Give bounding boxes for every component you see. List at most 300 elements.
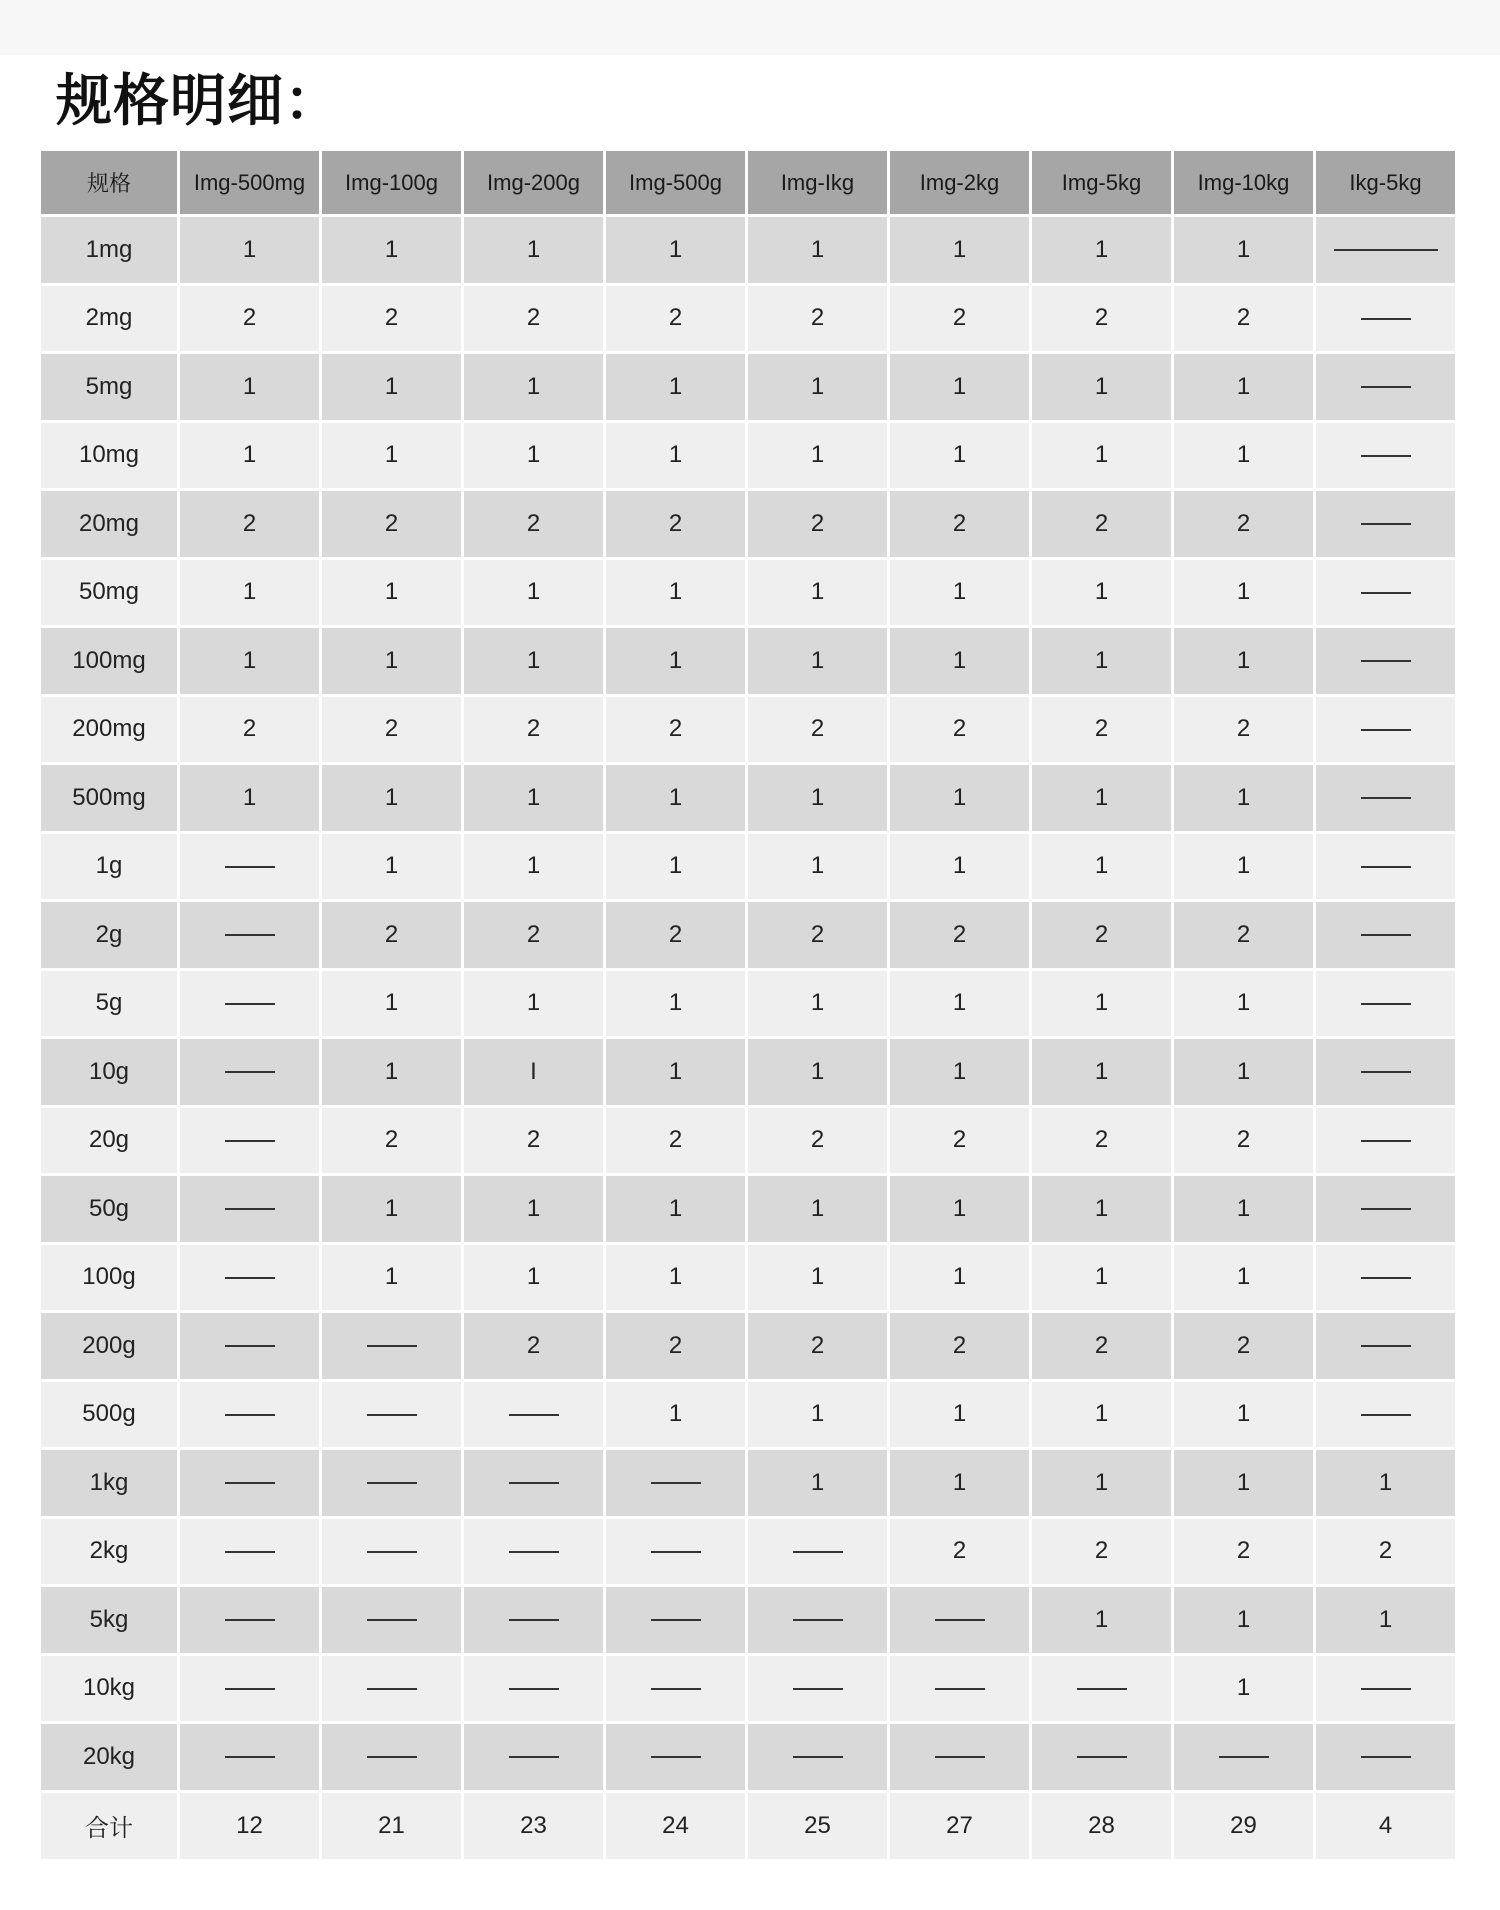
quantity-cell: 1 (464, 765, 603, 831)
quantity-cell: 2 (1032, 697, 1171, 763)
dash-mark (1361, 318, 1411, 320)
total-cell: 27 (890, 1793, 1029, 1859)
spec-label: 100mg (41, 628, 177, 694)
header-cell: Img-500g (606, 151, 745, 214)
top-band (0, 0, 1500, 55)
quantity-cell: 1 (1174, 834, 1313, 900)
table-row (41, 628, 1455, 694)
total-label: 合计 (41, 1793, 177, 1859)
quantity-cell: 1 (606, 1382, 745, 1448)
empty-cell (1032, 1724, 1171, 1790)
empty-cell (1316, 423, 1455, 489)
dash-mark (1361, 455, 1411, 457)
dash-mark (1361, 1414, 1411, 1416)
dash-mark (367, 1482, 417, 1484)
empty-cell (606, 1519, 745, 1585)
quantity-cell: 2 (464, 697, 603, 763)
quantity-cell: 1 (606, 628, 745, 694)
empty-cell (180, 1724, 319, 1790)
quantity-cell: 1 (322, 628, 461, 694)
quantity-cell: 1 (606, 423, 745, 489)
quantity-cell: 1 (322, 217, 461, 283)
quantity-cell: 1 (606, 354, 745, 420)
quantity-cell: 2 (748, 902, 887, 968)
quantity-cell: 1 (464, 560, 603, 626)
spec-label: 10kg (41, 1656, 177, 1722)
quantity-cell: 1 (322, 1039, 461, 1105)
quantity-cell: 1 (322, 423, 461, 489)
total-cell: 28 (1032, 1793, 1171, 1859)
dash-mark (793, 1688, 843, 1690)
total-cell: 21 (322, 1793, 461, 1859)
header-cell: Img-100g (322, 151, 461, 214)
quantity-cell: 1 (1032, 1450, 1171, 1516)
total-cell: 12 (180, 1793, 319, 1859)
quantity-cell: 1 (748, 1245, 887, 1311)
quantity-cell: 2 (1174, 1108, 1313, 1174)
empty-cell (322, 1587, 461, 1653)
empty-cell (1316, 491, 1455, 557)
dash-mark (1361, 1345, 1411, 1347)
table-row (41, 217, 1455, 283)
spec-label: 200mg (41, 697, 177, 763)
dash-mark (225, 1208, 275, 1210)
quantity-cell: 1 (322, 971, 461, 1037)
quantity-cell: 2 (1174, 286, 1313, 352)
quantity-cell: 2 (1174, 902, 1313, 968)
header-spec: 规格 (41, 151, 177, 214)
table-row (41, 1587, 1455, 1653)
spec-label: 5mg (41, 354, 177, 420)
table-row (41, 1519, 1455, 1585)
dash-mark (935, 1688, 985, 1690)
table-row (41, 971, 1455, 1037)
quantity-cell: 1 (890, 1382, 1029, 1448)
quantity-cell: 1 (322, 834, 461, 900)
quantity-cell: 1 (1032, 354, 1171, 420)
quantity-cell: 2 (890, 1313, 1029, 1379)
spec-label: 1g (41, 834, 177, 900)
table-row (41, 560, 1455, 626)
quantity-cell: 1 (1174, 971, 1313, 1037)
quantity-cell: 1 (464, 354, 603, 420)
dash-mark (651, 1756, 701, 1758)
spec-label: 2kg (41, 1519, 177, 1585)
dash-mark (1077, 1688, 1127, 1690)
empty-cell (606, 1656, 745, 1722)
quantity-cell: 1 (180, 765, 319, 831)
quantity-cell: 1 (890, 423, 1029, 489)
quantity-cell: 2 (1174, 491, 1313, 557)
empty-cell (322, 1450, 461, 1516)
dash-mark (651, 1482, 701, 1484)
quantity-cell: 2 (1032, 286, 1171, 352)
table-row (41, 491, 1455, 557)
empty-cell (1316, 560, 1455, 626)
dash-mark (367, 1688, 417, 1690)
quantity-cell: 1 (1032, 423, 1171, 489)
empty-cell (180, 971, 319, 1037)
dash-mark (367, 1551, 417, 1553)
table-row (41, 1313, 1455, 1379)
quantity-cell: 1 (464, 423, 603, 489)
table-row (41, 1724, 1455, 1790)
dash-mark (793, 1551, 843, 1553)
empty-cell (1316, 1656, 1455, 1722)
empty-cell (1316, 765, 1455, 831)
dash-mark (1361, 1140, 1411, 1142)
quantity-cell: 1 (1174, 1039, 1313, 1105)
quantity-cell: 1 (748, 1176, 887, 1242)
quantity-cell: 2 (606, 1313, 745, 1379)
quantity-cell: I (464, 1039, 603, 1105)
quantity-cell: 2 (748, 491, 887, 557)
quantity-cell: 2 (322, 286, 461, 352)
quantity-cell: 1 (1032, 217, 1171, 283)
quantity-cell: 2 (748, 286, 887, 352)
empty-cell (1316, 697, 1455, 763)
dash-mark (225, 866, 275, 868)
empty-cell (464, 1656, 603, 1722)
empty-cell (180, 1450, 319, 1516)
dash-mark (1361, 1003, 1411, 1005)
quantity-cell: 1 (1316, 1450, 1455, 1516)
spec-label: 5kg (41, 1587, 177, 1653)
dash-mark (1077, 1756, 1127, 1758)
dash-mark (367, 1756, 417, 1758)
empty-cell (1316, 628, 1455, 694)
dash-mark (225, 1071, 275, 1073)
empty-cell (1032, 1656, 1171, 1722)
quantity-cell: 1 (1174, 560, 1313, 626)
dash-mark (1361, 729, 1411, 731)
quantity-cell: 1 (180, 628, 319, 694)
empty-cell (1316, 1108, 1455, 1174)
dash-mark (1361, 1071, 1411, 1073)
empty-cell (464, 1450, 603, 1516)
dash-mark (1361, 866, 1411, 868)
quantity-cell: 2 (322, 1108, 461, 1174)
empty-cell (606, 1724, 745, 1790)
quantity-cell: 1 (1174, 1245, 1313, 1311)
quantity-cell: 2 (606, 902, 745, 968)
table-row (41, 697, 1455, 763)
dash-mark (225, 1619, 275, 1621)
quantity-cell: 1 (1032, 834, 1171, 900)
table-body (41, 217, 1455, 1859)
empty-cell (180, 1039, 319, 1105)
spec-label: 5g (41, 971, 177, 1037)
dash-mark (225, 1756, 275, 1758)
dash-mark (225, 934, 275, 936)
empty-cell (1316, 1176, 1455, 1242)
quantity-cell: 2 (322, 697, 461, 763)
dash-mark (509, 1619, 559, 1621)
empty-cell (180, 1176, 319, 1242)
quantity-cell: 2 (464, 491, 603, 557)
quantity-cell: 1 (1032, 1382, 1171, 1448)
dash-mark (509, 1482, 559, 1484)
quantity-cell: 1 (890, 217, 1029, 283)
spec-label: 100g (41, 1245, 177, 1311)
page-title: 规格明细： (56, 69, 341, 134)
empty-cell (464, 1587, 603, 1653)
quantity-cell: 1 (606, 834, 745, 900)
table-row (41, 1245, 1455, 1311)
quantity-cell: 1 (180, 560, 319, 626)
spec-label: 2g (41, 902, 177, 968)
dash-mark (1361, 1208, 1411, 1210)
total-cell: 24 (606, 1793, 745, 1859)
header-cell: Img-200g (464, 151, 603, 214)
empty-cell (180, 1519, 319, 1585)
dash-mark (651, 1619, 701, 1621)
quantity-cell: 1 (748, 217, 887, 283)
spec-label: 2mg (41, 286, 177, 352)
table-row (41, 1176, 1455, 1242)
total-row (41, 1793, 1455, 1859)
spec-label: 200g (41, 1313, 177, 1379)
quantity-cell: 1 (748, 971, 887, 1037)
empty-cell (322, 1519, 461, 1585)
empty-cell (748, 1587, 887, 1653)
dash-mark (1361, 934, 1411, 936)
quantity-cell: 2 (1174, 1519, 1313, 1585)
empty-cell (180, 834, 319, 900)
quantity-cell: 2 (890, 1519, 1029, 1585)
total-cell: 29 (1174, 1793, 1313, 1859)
spec-label: 500mg (41, 765, 177, 831)
dash-mark (651, 1688, 701, 1690)
quantity-cell: 2 (1032, 1108, 1171, 1174)
quantity-cell: 1 (890, 628, 1029, 694)
empty-cell (748, 1724, 887, 1790)
dash-mark (935, 1756, 985, 1758)
empty-cell (1316, 1382, 1455, 1448)
empty-cell (1316, 834, 1455, 900)
quantity-cell: 1 (464, 1245, 603, 1311)
quantity-cell: 2 (748, 1313, 887, 1379)
dash-mark (1361, 523, 1411, 525)
dash-mark (935, 1619, 985, 1621)
quantity-cell: 2 (1032, 1313, 1171, 1379)
spec-label: 10mg (41, 423, 177, 489)
quantity-cell: 1 (606, 1245, 745, 1311)
quantity-cell: 1 (1174, 423, 1313, 489)
table-row (41, 286, 1455, 352)
table-row (41, 1656, 1455, 1722)
quantity-cell: 1 (748, 1382, 887, 1448)
quantity-cell: 1 (464, 834, 603, 900)
empty-cell (606, 1450, 745, 1516)
empty-cell (1316, 217, 1455, 283)
quantity-cell: 1 (890, 1245, 1029, 1311)
empty-cell (1316, 971, 1455, 1037)
quantity-cell: 1 (1316, 1587, 1455, 1653)
spec-label: 20kg (41, 1724, 177, 1790)
dash-mark (509, 1551, 559, 1553)
quantity-cell: 1 (748, 765, 887, 831)
quantity-cell: 2 (464, 286, 603, 352)
table-row (41, 834, 1455, 900)
empty-cell (322, 1382, 461, 1448)
quantity-cell: 1 (748, 423, 887, 489)
empty-cell (1316, 1724, 1455, 1790)
quantity-cell: 2 (606, 1108, 745, 1174)
quantity-cell: 1 (464, 1176, 603, 1242)
quantity-cell: 1 (1032, 971, 1171, 1037)
header-cell: Img-2kg (890, 151, 1029, 214)
quantity-cell: 1 (606, 217, 745, 283)
quantity-cell: 2 (890, 1108, 1029, 1174)
quantity-cell: 2 (1174, 1313, 1313, 1379)
spec-label: 1mg (41, 217, 177, 283)
empty-cell (180, 1108, 319, 1174)
dash-mark (225, 1345, 275, 1347)
dash-mark (793, 1619, 843, 1621)
empty-cell (180, 902, 319, 968)
quantity-cell: 1 (606, 1039, 745, 1105)
table-row (41, 423, 1455, 489)
quantity-cell: 1 (890, 971, 1029, 1037)
quantity-cell: 1 (464, 971, 603, 1037)
header-cell: Img-Ikg (748, 151, 887, 214)
empty-cell (464, 1382, 603, 1448)
dash-mark (651, 1551, 701, 1553)
quantity-cell: 2 (1316, 1519, 1455, 1585)
header-cell: Img-5kg (1032, 151, 1171, 214)
empty-cell (180, 1382, 319, 1448)
header-cell: Ikg-5kg (1316, 151, 1455, 214)
spec-label: 10g (41, 1039, 177, 1105)
quantity-cell: 2 (180, 286, 319, 352)
quantity-cell: 2 (890, 286, 1029, 352)
header-cell: Img-500mg (180, 151, 319, 214)
empty-cell (464, 1724, 603, 1790)
spec-label: 1kg (41, 1450, 177, 1516)
table-header (41, 151, 1455, 214)
quantity-cell: 1 (1174, 1176, 1313, 1242)
quantity-cell: 1 (464, 217, 603, 283)
quantity-cell: 2 (464, 902, 603, 968)
quantity-cell: 2 (606, 697, 745, 763)
quantity-cell: 1 (322, 1176, 461, 1242)
quantity-cell: 1 (748, 628, 887, 694)
quantity-cell: 1 (1032, 765, 1171, 831)
dash-mark (225, 1482, 275, 1484)
quantity-cell: 1 (1174, 1450, 1313, 1516)
dash-mark (225, 1688, 275, 1690)
empty-cell (748, 1519, 887, 1585)
dash-mark (793, 1756, 843, 1758)
quantity-cell: 2 (322, 491, 461, 557)
total-cell: 23 (464, 1793, 603, 1859)
quantity-cell: 2 (1174, 697, 1313, 763)
quantity-cell: 1 (606, 560, 745, 626)
quantity-cell: 1 (1174, 354, 1313, 420)
quantity-cell: 2 (1032, 1519, 1171, 1585)
quantity-cell: 1 (322, 354, 461, 420)
quantity-cell: 1 (606, 971, 745, 1037)
quantity-cell: 1 (1174, 765, 1313, 831)
quantity-cell: 2 (322, 902, 461, 968)
quantity-cell: 1 (1174, 1587, 1313, 1653)
quantity-cell: 1 (890, 1176, 1029, 1242)
quantity-cell: 1 (1032, 1587, 1171, 1653)
quantity-cell: 1 (748, 1039, 887, 1105)
dash-mark (1219, 1756, 1269, 1758)
empty-cell (748, 1656, 887, 1722)
quantity-cell: 1 (748, 354, 887, 420)
empty-cell (180, 1245, 319, 1311)
header-cell: Img-10kg (1174, 151, 1313, 214)
empty-cell (1174, 1724, 1313, 1790)
table-row (41, 902, 1455, 968)
quantity-cell: 1 (1174, 1382, 1313, 1448)
quantity-cell: 1 (890, 560, 1029, 626)
quantity-cell: 1 (180, 217, 319, 283)
quantity-cell: 1 (748, 1450, 887, 1516)
quantity-cell: 2 (464, 1108, 603, 1174)
empty-cell (1316, 1245, 1455, 1311)
empty-cell (464, 1519, 603, 1585)
quantity-cell: 1 (890, 354, 1029, 420)
total-cell: 25 (748, 1793, 887, 1859)
dash-mark (1361, 1277, 1411, 1279)
dash-mark (509, 1688, 559, 1690)
dash-mark (225, 1551, 275, 1553)
table-row (41, 1382, 1455, 1448)
quantity-cell: 2 (890, 491, 1029, 557)
quantity-cell: 1 (464, 628, 603, 694)
quantity-cell: 1 (1174, 1656, 1313, 1722)
spec-table (38, 148, 1458, 1862)
dash-mark (1361, 386, 1411, 388)
empty-cell (322, 1724, 461, 1790)
empty-cell (890, 1587, 1029, 1653)
dash-mark (1361, 1756, 1411, 1758)
spec-label: 20mg (41, 491, 177, 557)
spec-label: 50g (41, 1176, 177, 1242)
quantity-cell: 1 (890, 765, 1029, 831)
total-cell: 4 (1316, 1793, 1455, 1859)
quantity-cell: 1 (606, 1176, 745, 1242)
empty-cell (890, 1724, 1029, 1790)
dash-mark (225, 1140, 275, 1142)
quantity-cell: 1 (890, 1039, 1029, 1105)
quantity-cell: 2 (464, 1313, 603, 1379)
quantity-cell: 1 (180, 423, 319, 489)
spec-label: 50mg (41, 560, 177, 626)
dash-mark (225, 1414, 275, 1416)
dash-mark (1361, 797, 1411, 799)
quantity-cell: 2 (1032, 902, 1171, 968)
empty-cell (1316, 354, 1455, 420)
quantity-cell: 1 (1032, 1245, 1171, 1311)
empty-cell (1316, 1039, 1455, 1105)
quantity-cell: 1 (748, 560, 887, 626)
empty-cell (1316, 1313, 1455, 1379)
quantity-cell: 2 (606, 286, 745, 352)
dash-mark (225, 1277, 275, 1279)
quantity-cell: 1 (322, 765, 461, 831)
quantity-cell: 2 (748, 1108, 887, 1174)
header-row (41, 151, 1455, 214)
dash-mark (225, 1003, 275, 1005)
quantity-cell: 1 (1032, 560, 1171, 626)
empty-cell (180, 1313, 319, 1379)
quantity-cell: 1 (606, 765, 745, 831)
